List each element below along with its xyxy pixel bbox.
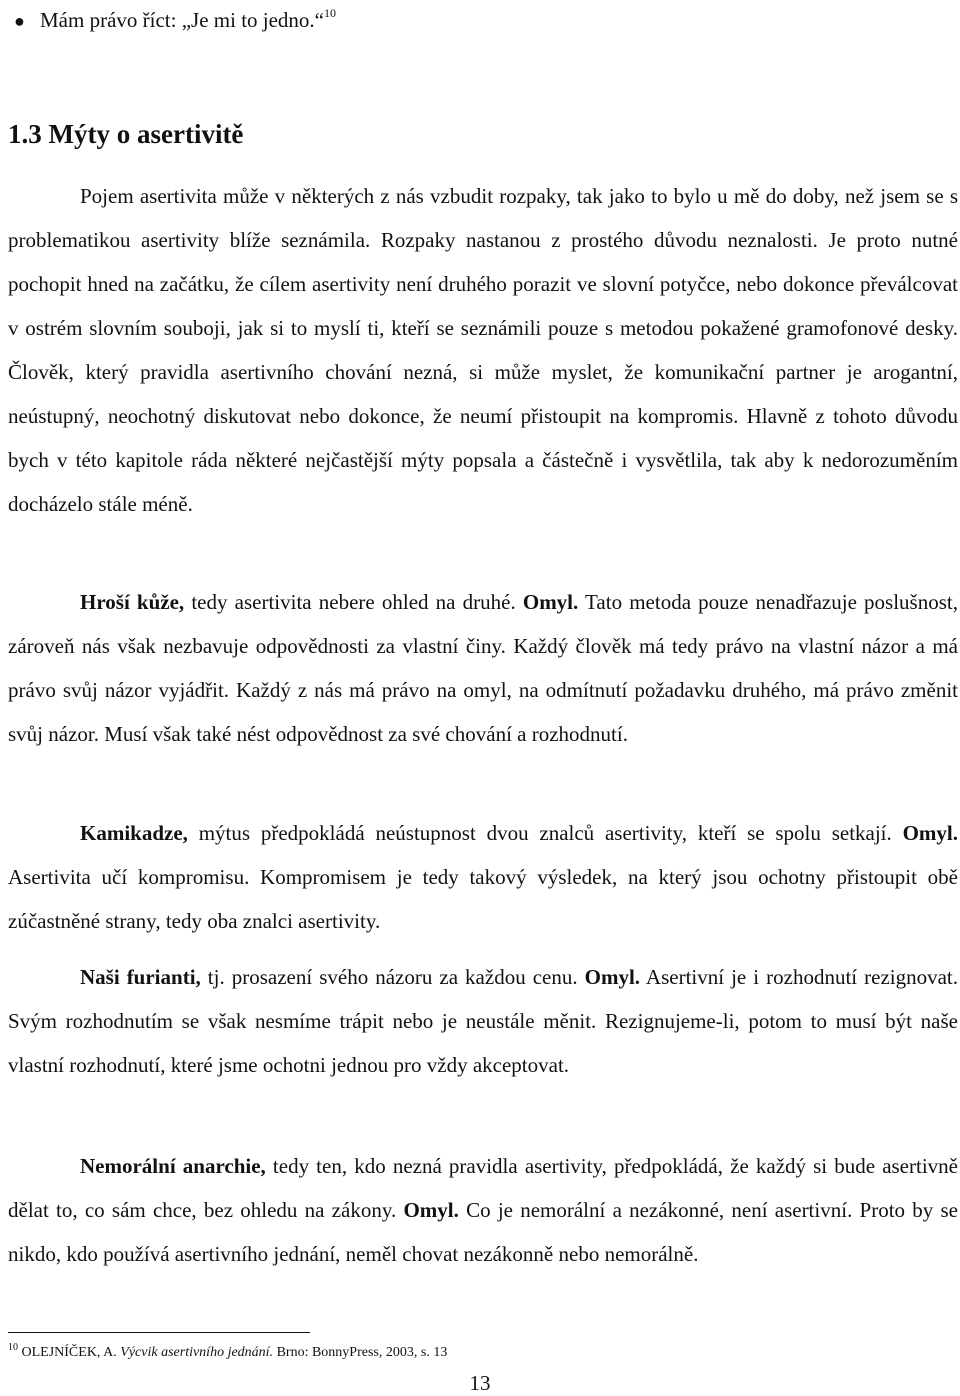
intro-paragraph xyxy=(8,174,958,526)
myth-paragraph-hrosi-kuze xyxy=(8,580,958,756)
section-heading: 1.3 Mýty o asertivitě xyxy=(8,119,244,149)
page-number: 13 xyxy=(469,1371,491,1395)
footnote-title: Výcvik asertivního jednání. xyxy=(120,1345,274,1360)
footnote-author: OLEJNÍČEK, A. xyxy=(21,1345,117,1360)
footnote-divider xyxy=(8,1332,310,1333)
myth-paragraph-nemoralni-anarchie xyxy=(8,1144,958,1276)
myth-term: Kamikadze, xyxy=(80,821,188,845)
myth-term: Nemorální anarchie, xyxy=(80,1154,266,1178)
myth-term: Naši furianti, xyxy=(80,965,201,989)
footnote-publisher: Brno: BonnyPress, 2003, s. 13 xyxy=(276,1345,448,1360)
paragraph-text: Pojem asertivita může v některých z nás vzbudit rozpaky, tak jako to bylo u mě do doby, než jsem se s problematikou asertivity blíže seznámila. Rozpaky nastanou z prostého důvodu neznalosti. Je proto nutné pochopit hned na začátku, že cílem asertivity není druhého porazit ve slovní potyčce, nebo dokonce převálcovat v ostrém slovním souboji, jak si to myslí ti, kteří se seznámili pouze s metodou pokažené gramofonové desky. Člověk, který pravidla asertivního chování nezná, si může myslet, že komunikační partner je arogantní, neústupný, neochotný diskutovat nebo dokonce, že neumí přistoupit na kompromis. Hlavně z tohoto důvodu bych v této kapitole ráda některé nejčastější mýty popsala a částečně i vysvětlila, tak aby k nedorozuměním docházelo stále méně. xyxy=(8,184,958,516)
myth-description: tj. prosazení svého názoru za každou cenu. xyxy=(200,965,585,989)
myth-verdict: Omyl. xyxy=(403,1198,459,1222)
myth-explanation: Co je nemorální a nezákonné, není asertivní. Proto by se nikdo, kdo používá asertivního jednání, neměl chovat nezákonně nebo nemorálně. xyxy=(8,1198,958,1266)
myth-description: tedy asertivita nebere ohled na druhé. xyxy=(184,590,523,614)
myth-verdict: Omyl. xyxy=(584,965,641,989)
footnote xyxy=(8,1343,908,1363)
myth-term: Hroší kůže, xyxy=(80,590,185,614)
myth-paragraph-nasi-furianti xyxy=(8,955,958,1087)
myth-verdict: Omyl. xyxy=(522,590,579,614)
bullet-dot-icon: ● xyxy=(14,11,25,31)
footnote-ref[interactable]: 10 xyxy=(324,6,337,20)
myth-explanation: Tato metoda pouze nenadřazuje poslušnost, zároveň nás však nezbavuje odpovědnosti za vlastní činy. Každý člověk má tedy právo na vlastní názor a má právo svůj názor vyjádřit. Každý z nás má právo na omyl, na odmítnutí požadavku druhého, má právo změnit svůj názor. Musí však také nést odpovědnost za své chování a rozhodnutí. xyxy=(8,590,958,746)
myth-description: mýtus předpokládá neústupnost dvou znalců asertivity, kteří se spolu setkají. xyxy=(187,821,903,845)
myth-description: tedy ten, kdo nezná pravidla asertivity, předpokládá, že každý si bude asertivně dělat to, co sám chce, bez ohledu na zákony. xyxy=(8,1154,958,1222)
myth-explanation: Asertivní je i rozhodnutí rezignovat. Svým rozhodnutím se však nesmíme trápit nebo je neustále měnit. Rezignujeme-li, potom to musí být naše vlastní rozhodnutí, které jsme ochotni jednou pro vždy akceptovat. xyxy=(8,965,959,1077)
myth-verdict: Omyl. xyxy=(902,821,958,845)
footnote-number: 10 xyxy=(8,1342,18,1353)
myth-paragraph-kamikadze xyxy=(8,811,958,943)
bullet-item xyxy=(0,0,940,40)
bullet-text: Mám právo říct: „Je mi to jedno.“ xyxy=(40,8,325,32)
myth-explanation: Asertivita učí kompromisu. Kompromisem je tedy takový výsledek, na který jsou ochotny přistoupit obě zúčastněné strany, tedy oba znalci asertivity. xyxy=(8,865,958,933)
